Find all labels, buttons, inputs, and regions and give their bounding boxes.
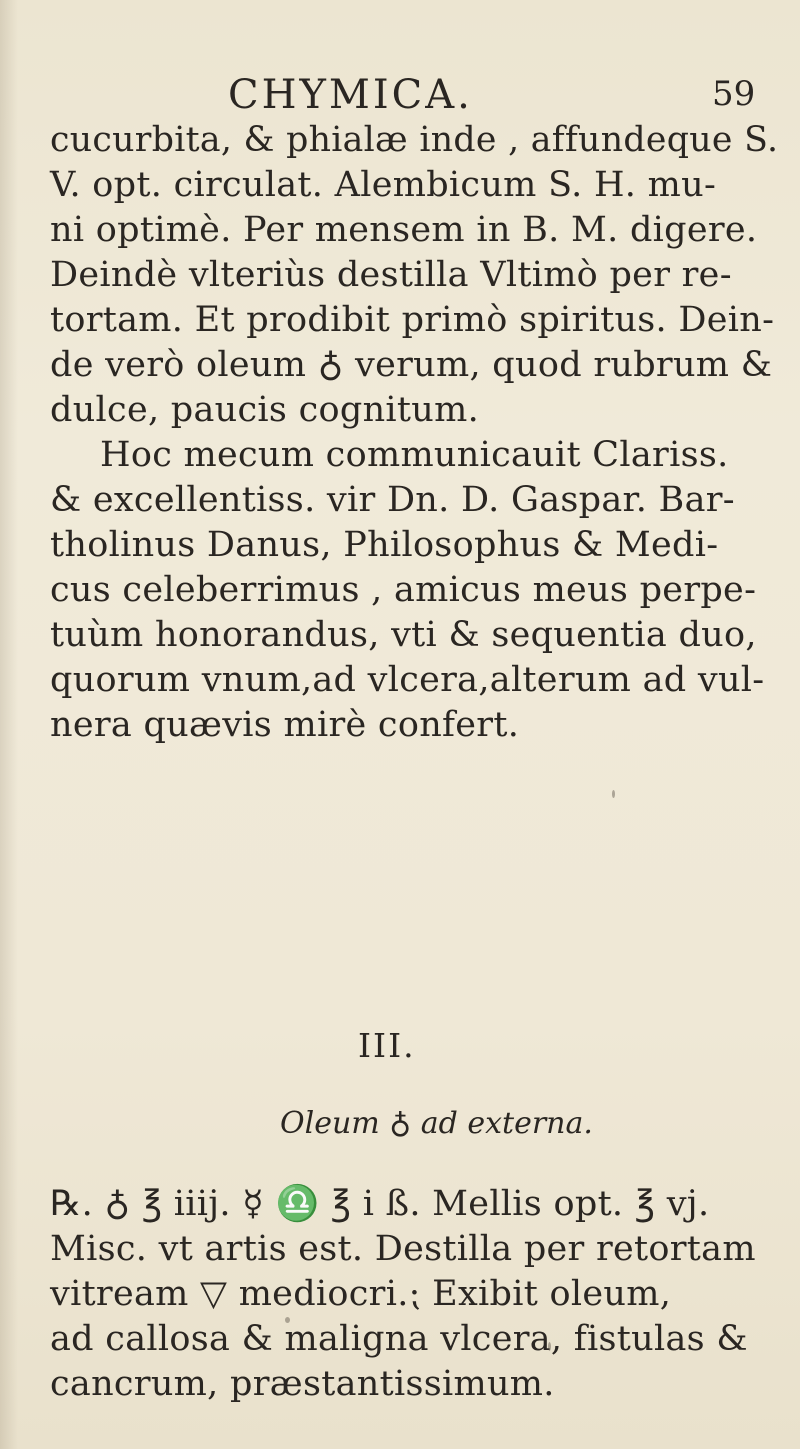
paper-speck	[285, 1317, 290, 1323]
text-line: & excellentiss. vir Dn. D. Gaspar. Bar-	[50, 480, 735, 520]
text-line: ad callosa & maligna vlcera, fistulas &	[50, 1319, 748, 1359]
page-number: 59	[712, 74, 756, 114]
text-line: dulce, paucis cognitum.	[50, 390, 480, 430]
text-line: Hoc mecum communicauit Clariss.	[100, 435, 729, 475]
section-number: III.	[358, 1026, 416, 1065]
text-line: tortam. Et prodibit primò spiritus. Dein-	[50, 300, 775, 340]
text-line: Deindè vlteriùs destilla Vltimò per re-	[50, 255, 732, 295]
text-line: V. opt. circulat. Alembicum S. H. mu-	[50, 165, 717, 205]
section-title: Oleum ♁ ad externa.	[280, 1106, 593, 1141]
text-line: tholinus Danus, Philosophus & Medi-	[50, 525, 719, 565]
text-line: vitream ▽ mediocri.⁏ Exibit oleum,	[50, 1274, 672, 1314]
paper-speck	[612, 790, 615, 798]
text-line: quorum vnum,ad vlcera,alterum ad vul-	[50, 660, 765, 700]
text-line: cus celeberrimus , amicus meus perpe-	[50, 570, 757, 610]
text-line: nera quævis mirè confert.	[50, 705, 520, 745]
text-line: tuùm honorandus, vti & sequentia duo,	[50, 615, 757, 655]
text-line: ni optimè. Per mensem in B. M. digere.	[50, 210, 758, 250]
text-line: cucurbita, & phialæ inde , affundeque S.	[50, 120, 779, 160]
paper-speck	[548, 1342, 551, 1351]
page-header	[0, 72, 800, 122]
text-line: ℞. ♁ ℥ iiij. ☿ ♎ ℥ i ß. Mellis opt. ℥ vj.	[50, 1184, 710, 1224]
text-line: cancrum, præstantissimum.	[50, 1364, 555, 1404]
text-line: de verò oleum ♁ verum, quod rubrum &	[50, 345, 773, 385]
running-head: CHYMICA.	[228, 72, 473, 118]
text-line: Misc. vt artis est. Destilla per retortam	[50, 1229, 756, 1269]
